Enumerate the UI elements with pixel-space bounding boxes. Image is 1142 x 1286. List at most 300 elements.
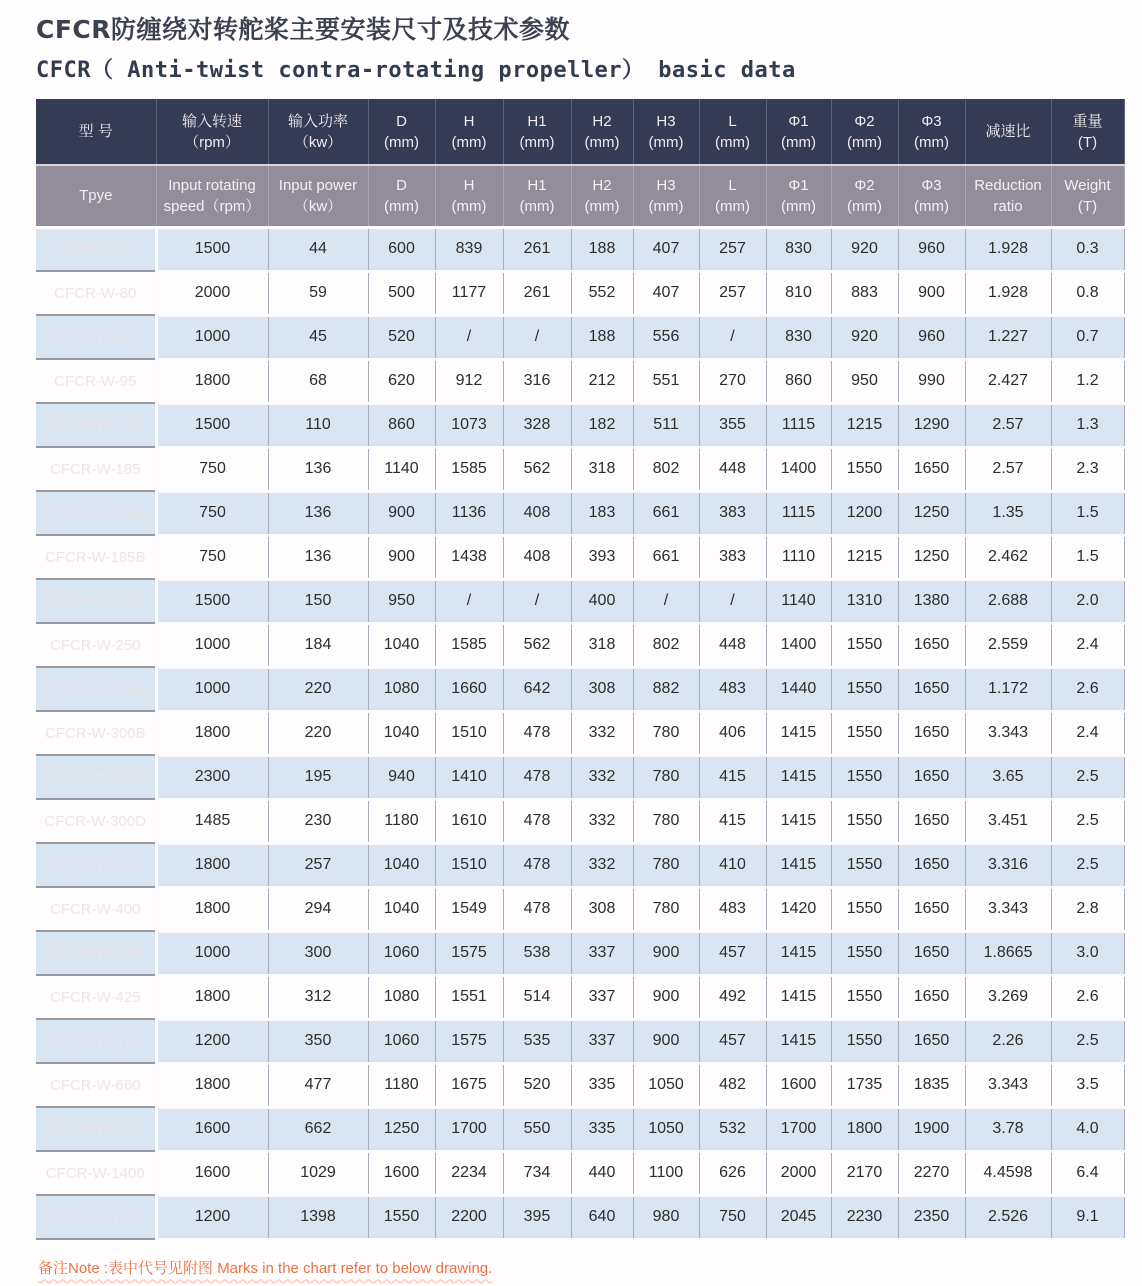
value-cell: / <box>633 579 699 623</box>
value-cell: 1029 <box>268 1151 368 1195</box>
value-cell: 920 <box>831 315 898 359</box>
value-cell: 1600 <box>368 1151 435 1195</box>
value-cell: 1.5 <box>1051 535 1124 579</box>
value-cell: 1650 <box>898 447 965 491</box>
value-cell: 1.227 <box>965 315 1051 359</box>
model-cell: CFCR-W-400 <box>36 887 156 931</box>
column-header-en-4: H (mm) <box>435 165 503 227</box>
model-cell: CFCR-W-185B <box>36 535 156 579</box>
value-cell: 2234 <box>435 1151 503 1195</box>
table-row <box>36 1107 1124 1151</box>
value-cell: 1438 <box>435 535 503 579</box>
value-cell: 1735 <box>831 1063 898 1107</box>
value-cell: 1415 <box>766 931 831 975</box>
value-cell: 415 <box>699 755 766 799</box>
value-cell: 2.57 <box>965 403 1051 447</box>
value-cell: 2.26 <box>965 1019 1051 1063</box>
value-cell: 1800 <box>831 1107 898 1151</box>
value-cell: 335 <box>571 1063 633 1107</box>
table-row <box>36 799 1124 843</box>
value-cell: 1550 <box>831 799 898 843</box>
value-cell: 1800 <box>156 359 268 403</box>
table-row <box>36 271 1124 315</box>
value-cell: 642 <box>503 667 571 711</box>
value-cell: 332 <box>571 711 633 755</box>
table-row <box>36 315 1124 359</box>
value-cell: 2300 <box>156 755 268 799</box>
column-header-en-0: Tpye <box>36 165 156 227</box>
value-cell: 1550 <box>831 447 898 491</box>
value-cell: 900 <box>368 491 435 535</box>
value-cell: 750 <box>699 1195 766 1239</box>
model-cell: CFCR-W-408 <box>36 931 156 975</box>
value-cell: 1415 <box>766 975 831 1019</box>
value-cell: 230 <box>268 799 368 843</box>
column-header-zh-5: H1 (mm) <box>503 99 571 165</box>
value-cell: 478 <box>503 799 571 843</box>
value-cell: 1550 <box>831 667 898 711</box>
model-cell: CFCR-W-350 <box>36 843 156 887</box>
value-cell: 1140 <box>766 579 831 623</box>
value-cell: 383 <box>699 535 766 579</box>
table-row <box>36 843 1124 887</box>
value-cell: 312 <box>268 975 368 1019</box>
value-cell: 136 <box>268 491 368 535</box>
table-row <box>36 447 1124 491</box>
column-header-zh-3: D (mm) <box>368 99 435 165</box>
value-cell: 2270 <box>898 1151 965 1195</box>
column-header-en-3: D (mm) <box>368 165 435 227</box>
model-cell: CFCR-W-300C <box>36 755 156 799</box>
value-cell: 1.35 <box>965 491 1051 535</box>
column-header-zh-1: 输入转速 （rpm） <box>156 99 268 165</box>
value-cell: 1600 <box>766 1063 831 1107</box>
value-cell: 195 <box>268 755 368 799</box>
value-cell: 780 <box>633 799 699 843</box>
model-cell: CFCR-W-476 <box>36 1019 156 1063</box>
table-row <box>36 1195 1124 1239</box>
model-cell: CFCR-W-660 <box>36 1063 156 1107</box>
value-cell: 1250 <box>898 535 965 579</box>
model-cell: CFCR-W-1400 <box>36 1151 156 1195</box>
value-cell: 2.8 <box>1051 887 1124 931</box>
value-cell: 477 <box>268 1063 368 1107</box>
value-cell: 294 <box>268 887 368 931</box>
value-cell: / <box>435 579 503 623</box>
value-cell: 261 <box>503 271 571 315</box>
value-cell: 750 <box>156 491 268 535</box>
value-cell: 59 <box>268 271 368 315</box>
value-cell: 257 <box>699 271 766 315</box>
value-cell: 1485 <box>156 799 268 843</box>
table-row <box>36 1151 1124 1195</box>
value-cell: 1073 <box>435 403 503 447</box>
value-cell: 1835 <box>898 1063 965 1107</box>
value-cell: 882 <box>633 667 699 711</box>
value-cell: 1215 <box>831 535 898 579</box>
value-cell: 408 <box>503 491 571 535</box>
value-cell: 440 <box>571 1151 633 1195</box>
value-cell: 1250 <box>898 491 965 535</box>
value-cell: 393 <box>571 535 633 579</box>
value-cell: 600 <box>368 227 435 271</box>
value-cell: 335 <box>571 1107 633 1151</box>
value-cell: 332 <box>571 843 633 887</box>
model-cell: CFCR-W-240L <box>36 579 156 623</box>
value-cell: 2230 <box>831 1195 898 1239</box>
value-cell: 182 <box>571 403 633 447</box>
value-cell: 2.5 <box>1051 755 1124 799</box>
value-cell: 883 <box>831 271 898 315</box>
value-cell: 1600 <box>156 1107 268 1151</box>
model-cell: CFCR-W-95 <box>36 359 156 403</box>
value-cell: 552 <box>571 271 633 315</box>
value-cell: 4.0 <box>1051 1107 1124 1151</box>
value-cell: / <box>503 579 571 623</box>
value-cell: 2.526 <box>965 1195 1051 1239</box>
value-cell: / <box>435 315 503 359</box>
model-cell: CFCR-W-250 <box>36 623 156 667</box>
value-cell: 150 <box>268 579 368 623</box>
value-cell: 1550 <box>831 711 898 755</box>
value-cell: 1510 <box>435 843 503 887</box>
value-cell: 1550 <box>831 887 898 931</box>
value-cell: 1575 <box>435 931 503 975</box>
value-cell: / <box>503 315 571 359</box>
model-cell: CFCR-W-185A <box>36 491 156 535</box>
table-row <box>36 491 1124 535</box>
value-cell: 483 <box>699 887 766 931</box>
value-cell: 1500 <box>156 579 268 623</box>
value-cell: 1650 <box>898 755 965 799</box>
value-cell: 1550 <box>831 931 898 975</box>
table-row <box>36 535 1124 579</box>
column-header-en-9: Φ1 (mm) <box>766 165 831 227</box>
value-cell: 810 <box>766 271 831 315</box>
value-cell: 1600 <box>156 1151 268 1195</box>
value-cell: 830 <box>766 227 831 271</box>
value-cell: 188 <box>571 227 633 271</box>
value-cell: 261 <box>503 227 571 271</box>
value-cell: 492 <box>699 975 766 1019</box>
table-row <box>36 623 1124 667</box>
value-cell: 2.427 <box>965 359 1051 403</box>
value-cell: 1650 <box>898 711 965 755</box>
value-cell: 1500 <box>156 227 268 271</box>
value-cell: 2.5 <box>1051 1019 1124 1063</box>
table-row <box>36 579 1124 623</box>
value-cell: 830 <box>766 315 831 359</box>
value-cell: 1550 <box>368 1195 435 1239</box>
value-cell: 780 <box>633 843 699 887</box>
value-cell: 860 <box>766 359 831 403</box>
value-cell: 1700 <box>766 1107 831 1151</box>
value-cell: 1660 <box>435 667 503 711</box>
value-cell: 337 <box>571 1019 633 1063</box>
value-cell: 212 <box>571 359 633 403</box>
table-row <box>36 403 1124 447</box>
value-cell: 1500 <box>156 403 268 447</box>
column-header-en-2: Input power （kw） <box>268 165 368 227</box>
value-cell: 2.5 <box>1051 799 1124 843</box>
value-cell: 900 <box>633 975 699 1019</box>
value-cell: 1.3 <box>1051 403 1124 447</box>
value-cell: 1415 <box>766 799 831 843</box>
value-cell: 1650 <box>898 623 965 667</box>
model-cell: CFCR-W-300B <box>36 711 156 755</box>
value-cell: 734 <box>503 1151 571 1195</box>
value-cell: 1080 <box>368 667 435 711</box>
value-cell: 1510 <box>435 711 503 755</box>
value-cell: 1060 <box>368 931 435 975</box>
value-cell: 1.928 <box>965 271 1051 315</box>
model-cell: CFCR-W-300A <box>36 667 156 711</box>
value-cell: 535 <box>503 1019 571 1063</box>
value-cell: 110 <box>268 403 368 447</box>
value-cell: 2.0 <box>1051 579 1124 623</box>
value-cell: 482 <box>699 1063 766 1107</box>
value-cell: 2.4 <box>1051 623 1124 667</box>
value-cell: 1420 <box>766 887 831 931</box>
value-cell: 3.269 <box>965 975 1051 1019</box>
value-cell: 2000 <box>156 271 268 315</box>
value-cell: 1550 <box>831 755 898 799</box>
value-cell: 2000 <box>766 1151 831 1195</box>
value-cell: 1000 <box>156 931 268 975</box>
value-cell: 1.172 <box>965 667 1051 711</box>
value-cell: 9.1 <box>1051 1195 1124 1239</box>
table-row <box>36 931 1124 975</box>
value-cell: 0.3 <box>1051 227 1124 271</box>
value-cell: 1080 <box>368 975 435 1019</box>
value-cell: 780 <box>633 887 699 931</box>
value-cell: 1800 <box>156 975 268 1019</box>
value-cell: 478 <box>503 887 571 931</box>
column-header-zh-4: H (mm) <box>435 99 503 165</box>
value-cell: 383 <box>699 491 766 535</box>
value-cell: 1398 <box>268 1195 368 1239</box>
value-cell: 562 <box>503 447 571 491</box>
value-cell: 308 <box>571 887 633 931</box>
value-cell: 2.462 <box>965 535 1051 579</box>
column-header-zh-10: Φ2 (mm) <box>831 99 898 165</box>
value-cell: / <box>699 315 766 359</box>
value-cell: 1650 <box>898 799 965 843</box>
column-header-zh-11: Φ3 (mm) <box>898 99 965 165</box>
value-cell: 300 <box>268 931 368 975</box>
value-cell: 1040 <box>368 623 435 667</box>
value-cell: 1040 <box>368 887 435 931</box>
value-cell: 2.6 <box>1051 975 1124 1019</box>
column-header-en-7: H3 (mm) <box>633 165 699 227</box>
value-cell: 44 <box>268 227 368 271</box>
table-row <box>36 711 1124 755</box>
value-cell: 1060 <box>368 1019 435 1063</box>
value-cell: 900 <box>368 535 435 579</box>
value-cell: 257 <box>699 227 766 271</box>
value-cell: 1415 <box>766 1019 831 1063</box>
value-cell: 1400 <box>766 623 831 667</box>
value-cell: 3.343 <box>965 1063 1051 1107</box>
value-cell: 318 <box>571 623 633 667</box>
column-header-en-12: Reduction ratio <box>965 165 1051 227</box>
value-cell: 1575 <box>435 1019 503 1063</box>
model-cell: CFCR-W-150 <box>36 403 156 447</box>
value-cell: 661 <box>633 491 699 535</box>
value-cell: 2.6 <box>1051 667 1124 711</box>
value-cell: 316 <box>503 359 571 403</box>
value-cell: 1650 <box>898 667 965 711</box>
value-cell: 3.451 <box>965 799 1051 843</box>
value-cell: 1650 <box>898 843 965 887</box>
value-cell: 1900 <box>898 1107 965 1151</box>
value-cell: 950 <box>368 579 435 623</box>
value-cell: 1400 <box>766 447 831 491</box>
value-cell: 1110 <box>766 535 831 579</box>
value-cell: 478 <box>503 755 571 799</box>
value-cell: 1.2 <box>1051 359 1124 403</box>
value-cell: 1415 <box>766 843 831 887</box>
value-cell: 626 <box>699 1151 766 1195</box>
value-cell: 1415 <box>766 711 831 755</box>
column-header-zh-9: Φ1 (mm) <box>766 99 831 165</box>
value-cell: 2170 <box>831 1151 898 1195</box>
model-cell: CFCR-W-900 <box>36 1107 156 1151</box>
column-header-zh-7: H3 (mm) <box>633 99 699 165</box>
value-cell: 337 <box>571 931 633 975</box>
table-row <box>36 227 1124 271</box>
value-cell: 2.57 <box>965 447 1051 491</box>
table-body <box>36 227 1124 1239</box>
table-row <box>36 887 1124 931</box>
value-cell: 1140 <box>368 447 435 491</box>
value-cell: 2.3 <box>1051 447 1124 491</box>
value-cell: 1440 <box>766 667 831 711</box>
value-cell: 1650 <box>898 931 965 975</box>
page-title-en: CFCR（ Anti-twist contra-rotating propeller） basic data <box>36 58 796 83</box>
value-cell: 1180 <box>368 1063 435 1107</box>
value-cell: 900 <box>633 931 699 975</box>
value-cell: 802 <box>633 447 699 491</box>
value-cell: 1380 <box>898 579 965 623</box>
value-cell: 1180 <box>368 799 435 843</box>
value-cell: 136 <box>268 447 368 491</box>
value-cell: 188 <box>571 315 633 359</box>
model-cell: CFCR-W-80L <box>36 315 156 359</box>
value-cell: 511 <box>633 403 699 447</box>
value-cell: 980 <box>633 1195 699 1239</box>
value-cell: 457 <box>699 931 766 975</box>
value-cell: 1650 <box>898 975 965 1019</box>
value-cell: 483 <box>699 667 766 711</box>
value-cell: 308 <box>571 667 633 711</box>
value-cell: 1410 <box>435 755 503 799</box>
column-header-zh-13: 重量 (T) <box>1051 99 1124 165</box>
value-cell: 1650 <box>898 887 965 931</box>
model-cell: CFCR-W-1900 <box>36 1195 156 1239</box>
value-cell: 1585 <box>435 623 503 667</box>
value-cell: 478 <box>503 843 571 887</box>
value-cell: 1040 <box>368 711 435 755</box>
value-cell: 6.4 <box>1051 1151 1124 1195</box>
column-header-en-6: H2 (mm) <box>571 165 633 227</box>
value-cell: 920 <box>831 227 898 271</box>
value-cell: 532 <box>699 1107 766 1151</box>
value-cell: 415 <box>699 799 766 843</box>
value-cell: 1415 <box>766 755 831 799</box>
value-cell: 3.78 <box>965 1107 1051 1151</box>
value-cell: 900 <box>898 271 965 315</box>
value-cell: 332 <box>571 799 633 843</box>
value-cell: 408 <box>503 535 571 579</box>
value-cell: 406 <box>699 711 766 755</box>
value-cell: 556 <box>633 315 699 359</box>
value-cell: 1200 <box>156 1019 268 1063</box>
value-cell: 68 <box>268 359 368 403</box>
value-cell: 662 <box>268 1107 368 1151</box>
value-cell: 4.4598 <box>965 1151 1051 1195</box>
value-cell: 990 <box>898 359 965 403</box>
table-row <box>36 975 1124 1019</box>
value-cell: 407 <box>633 271 699 315</box>
value-cell: 184 <box>268 623 368 667</box>
value-cell: 550 <box>503 1107 571 1151</box>
value-cell: 1115 <box>766 491 831 535</box>
value-cell: 1675 <box>435 1063 503 1107</box>
spec-table <box>36 99 1125 1241</box>
value-cell: 750 <box>156 447 268 491</box>
column-header-en-5: H1 (mm) <box>503 165 571 227</box>
value-cell: 355 <box>699 403 766 447</box>
column-header-zh-2: 输入功率 （kw） <box>268 99 368 165</box>
value-cell: / <box>699 579 766 623</box>
value-cell: 620 <box>368 359 435 403</box>
value-cell: 1585 <box>435 447 503 491</box>
value-cell: 1310 <box>831 579 898 623</box>
header-row-en <box>36 165 1124 227</box>
value-cell: 478 <box>503 711 571 755</box>
value-cell: 3.65 <box>965 755 1051 799</box>
value-cell: 1549 <box>435 887 503 931</box>
value-cell: 0.7 <box>1051 315 1124 359</box>
value-cell: 350 <box>268 1019 368 1063</box>
value-cell: 839 <box>435 227 503 271</box>
value-cell: 2.559 <box>965 623 1051 667</box>
value-cell: 1551 <box>435 975 503 1019</box>
value-cell: 328 <box>503 403 571 447</box>
value-cell: 3.343 <box>965 887 1051 931</box>
value-cell: 1800 <box>156 843 268 887</box>
value-cell: 1100 <box>633 1151 699 1195</box>
value-cell: 1177 <box>435 271 503 315</box>
value-cell: 2045 <box>766 1195 831 1239</box>
column-header-en-8: L (mm) <box>699 165 766 227</box>
table-row <box>36 1019 1124 1063</box>
column-header-zh-12: 减速比 <box>965 99 1051 165</box>
value-cell: 0.8 <box>1051 271 1124 315</box>
value-cell: 1050 <box>633 1063 699 1107</box>
column-header-en-10: Φ2 (mm) <box>831 165 898 227</box>
value-cell: 407 <box>633 227 699 271</box>
value-cell: 332 <box>571 755 633 799</box>
value-cell: 1136 <box>435 491 503 535</box>
value-cell: 1000 <box>156 623 268 667</box>
value-cell: 661 <box>633 535 699 579</box>
value-cell: 960 <box>898 227 965 271</box>
value-cell: 1550 <box>831 1019 898 1063</box>
value-cell: 538 <box>503 931 571 975</box>
value-cell: 940 <box>368 755 435 799</box>
